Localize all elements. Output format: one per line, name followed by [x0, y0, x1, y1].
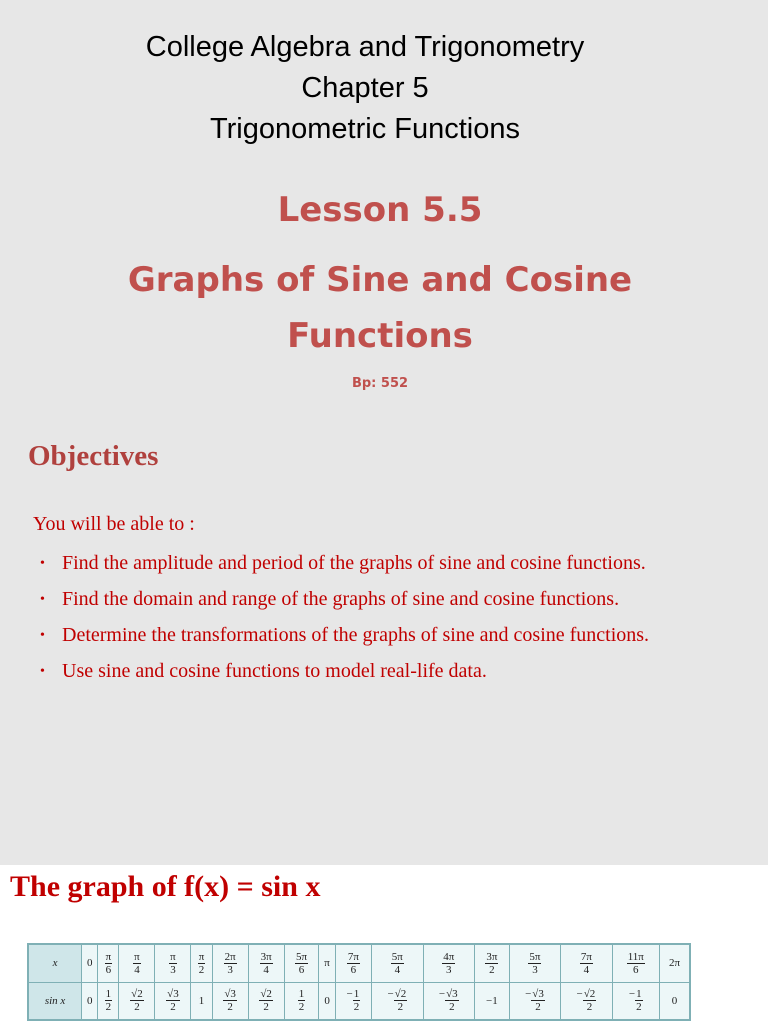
- denominator: 2: [198, 963, 205, 976]
- denominator: 4: [394, 963, 401, 976]
- chapter-line: Chapter 5: [301, 72, 429, 104]
- denominator: 6: [633, 963, 639, 976]
- objective-text: Find the amplitude and period of the graphs of sine and cosine functions.: [62, 552, 646, 574]
- table-cell: [119, 945, 155, 983]
- fraction: [627, 951, 645, 976]
- row-label-x: x: [29, 945, 82, 983]
- fraction: [223, 988, 237, 1013]
- denominator: 3: [532, 963, 538, 976]
- objectives-list: [40, 549, 740, 693]
- course-line: College Algebra and Trigonometry: [145, 31, 585, 63]
- fraction: [531, 988, 545, 1013]
- fraction: [260, 951, 273, 976]
- sine-values-table: [27, 943, 691, 1021]
- table-cell: [659, 982, 689, 1020]
- minus-sign: −: [525, 988, 532, 1001]
- list-item: [40, 621, 740, 650]
- lesson-number: Lesson 5.5: [277, 190, 483, 230]
- table-cell: [155, 945, 191, 983]
- bullet-icon: •: [40, 556, 45, 571]
- fraction: [347, 951, 360, 976]
- denominator: 4: [263, 963, 269, 976]
- row-label-sin: sin x: [29, 982, 82, 1020]
- table-cell: [474, 945, 509, 983]
- numerator: 7π: [347, 950, 359, 963]
- fraction: [635, 988, 643, 1013]
- fraction: [391, 951, 404, 976]
- table-cell: [82, 945, 98, 983]
- table-row-x: [29, 945, 690, 983]
- fraction: [295, 951, 308, 976]
- minus-sign: −: [387, 988, 394, 1001]
- denominator: 2: [263, 1001, 269, 1014]
- table-cell: [561, 982, 612, 1020]
- table-cell: [474, 982, 509, 1020]
- fraction: [259, 988, 273, 1013]
- fraction: [105, 951, 113, 976]
- denominator: 3: [227, 963, 233, 976]
- numerator: √3: [224, 988, 236, 1001]
- sine-table: [28, 944, 690, 1020]
- cell-value: 0: [671, 994, 678, 1007]
- fraction: [394, 988, 408, 1013]
- numerator: 2π: [224, 950, 236, 963]
- table-cell: [98, 982, 119, 1020]
- fraction: [580, 951, 593, 976]
- denominator: 2: [489, 963, 495, 976]
- objective-text: Use sine and cosine functions to model real-life data.: [62, 660, 487, 682]
- lesson-title: [0, 252, 760, 364]
- numerator: √3: [532, 988, 544, 1001]
- course-title: [0, 27, 730, 150]
- denominator: 2: [449, 1001, 455, 1014]
- minus-sign: −: [576, 988, 583, 1001]
- table-cell: [119, 982, 155, 1020]
- list-item: [40, 585, 740, 614]
- fraction: [105, 988, 113, 1013]
- numerator: 3π: [486, 950, 498, 963]
- bullet-icon: •: [40, 628, 45, 643]
- numerator: √3: [446, 988, 458, 1001]
- table-cell: [248, 982, 284, 1020]
- denominator: 2: [636, 1001, 642, 1014]
- numerator: 5π: [529, 950, 541, 963]
- table-cell: [335, 982, 371, 1020]
- list-item: [40, 549, 740, 578]
- fraction: [169, 951, 177, 976]
- numerator: √2: [394, 988, 407, 1001]
- table-cell: [372, 982, 423, 1020]
- denominator: 2: [227, 1001, 233, 1014]
- table-cell: [284, 945, 319, 983]
- cell-value: 1: [198, 994, 205, 1007]
- table-cell: [372, 945, 423, 983]
- table-cell: [284, 982, 319, 1020]
- fraction: [133, 951, 141, 976]
- fraction: [130, 988, 144, 1013]
- denominator: 2: [134, 1001, 140, 1014]
- numerator: π: [105, 950, 112, 963]
- cell-value: 0: [324, 994, 330, 1007]
- cell-value: 0: [86, 994, 93, 1007]
- numerator: √2: [583, 988, 596, 1001]
- lesson-title-line: Graphs of Sine and Cosine: [127, 260, 633, 300]
- cell-value: 2π: [668, 957, 681, 970]
- fraction: [445, 988, 459, 1013]
- numerator: 7π: [580, 950, 592, 963]
- cell-value: π: [324, 957, 330, 970]
- table-cell: [248, 945, 284, 983]
- fraction: [485, 951, 498, 976]
- fraction: [583, 988, 597, 1013]
- denominator: 4: [583, 963, 590, 976]
- table-cell: [509, 945, 560, 983]
- denominator: 2: [298, 1001, 305, 1014]
- table-cell: [423, 945, 474, 983]
- table-cell: [612, 982, 659, 1020]
- bullet-icon: •: [40, 592, 45, 607]
- book-page-ref: Bp: 552: [351, 376, 409, 391]
- denominator: 2: [353, 1001, 360, 1014]
- table-cell: [212, 945, 248, 983]
- numerator: 5π: [296, 950, 308, 963]
- fraction: [353, 988, 361, 1013]
- table-cell: [561, 945, 612, 983]
- numerator: π: [170, 950, 176, 963]
- objectives-heading: Objectives: [28, 440, 159, 472]
- denominator: 2: [397, 1001, 404, 1014]
- slide-title-sine-graph: The graph of f(x) = sin x: [10, 870, 321, 903]
- minus-sign: −: [628, 988, 636, 1001]
- table-cell: [335, 945, 371, 983]
- fraction: [198, 951, 206, 976]
- table-cell: [659, 945, 689, 983]
- fraction: [528, 951, 541, 976]
- numerator: √3: [167, 988, 179, 1001]
- numerator: 1: [105, 988, 112, 1001]
- table-cell: [191, 945, 212, 983]
- numerator: 5π: [391, 950, 403, 963]
- minus-sign: −: [346, 988, 353, 1001]
- cell-value: 0: [86, 957, 93, 970]
- denominator: 2: [170, 1001, 176, 1014]
- numerator: 1: [353, 988, 360, 1001]
- list-item: [40, 657, 740, 686]
- bullet-icon: •: [40, 664, 45, 679]
- numerator: π: [134, 950, 140, 963]
- denominator: 4: [134, 963, 140, 976]
- denominator: 6: [298, 963, 305, 976]
- objective-text: Find the domain and range of the graphs of sine and cosine functions.: [62, 588, 620, 610]
- denominator: 2: [586, 1001, 593, 1014]
- numerator: √2: [131, 988, 143, 1001]
- table-cell: [82, 982, 98, 1020]
- numerator: √2: [260, 988, 272, 1001]
- fraction: [442, 951, 455, 976]
- objectives-intro: You will be able to :: [33, 513, 195, 535]
- table-cell: [612, 945, 659, 983]
- denominator: 3: [445, 963, 452, 976]
- table-row-sin: [29, 982, 690, 1020]
- fraction: [224, 951, 237, 976]
- table-cell: [509, 982, 560, 1020]
- denominator: 2: [535, 1001, 541, 1014]
- numerator: 1: [636, 988, 642, 1001]
- denominator: 6: [350, 963, 357, 976]
- table-cell: [191, 982, 212, 1020]
- numerator: 1: [298, 988, 305, 1001]
- table-cell: [319, 982, 335, 1020]
- table-cell: [423, 982, 474, 1020]
- table-cell: [212, 982, 248, 1020]
- fraction: [298, 988, 306, 1013]
- denominator: 6: [105, 963, 112, 976]
- fraction: [166, 988, 180, 1013]
- cell-value: −1: [485, 994, 498, 1007]
- denominator: 3: [170, 963, 176, 976]
- numerator: 4π: [443, 950, 455, 963]
- minus-sign: −: [438, 988, 446, 1001]
- objective-text: Determine the transformations of the graphs of sine and cosine functions.: [62, 624, 650, 646]
- lesson-title-line: Functions: [287, 316, 473, 356]
- topic-line: Trigonometric Functions: [210, 113, 520, 145]
- table-cell: [155, 982, 191, 1020]
- numerator: π: [198, 950, 205, 963]
- table-cell: [319, 945, 335, 983]
- numerator: 3π: [260, 950, 272, 963]
- numerator: 11π: [627, 950, 644, 963]
- table-cell: [98, 945, 119, 983]
- denominator: 2: [105, 1001, 112, 1014]
